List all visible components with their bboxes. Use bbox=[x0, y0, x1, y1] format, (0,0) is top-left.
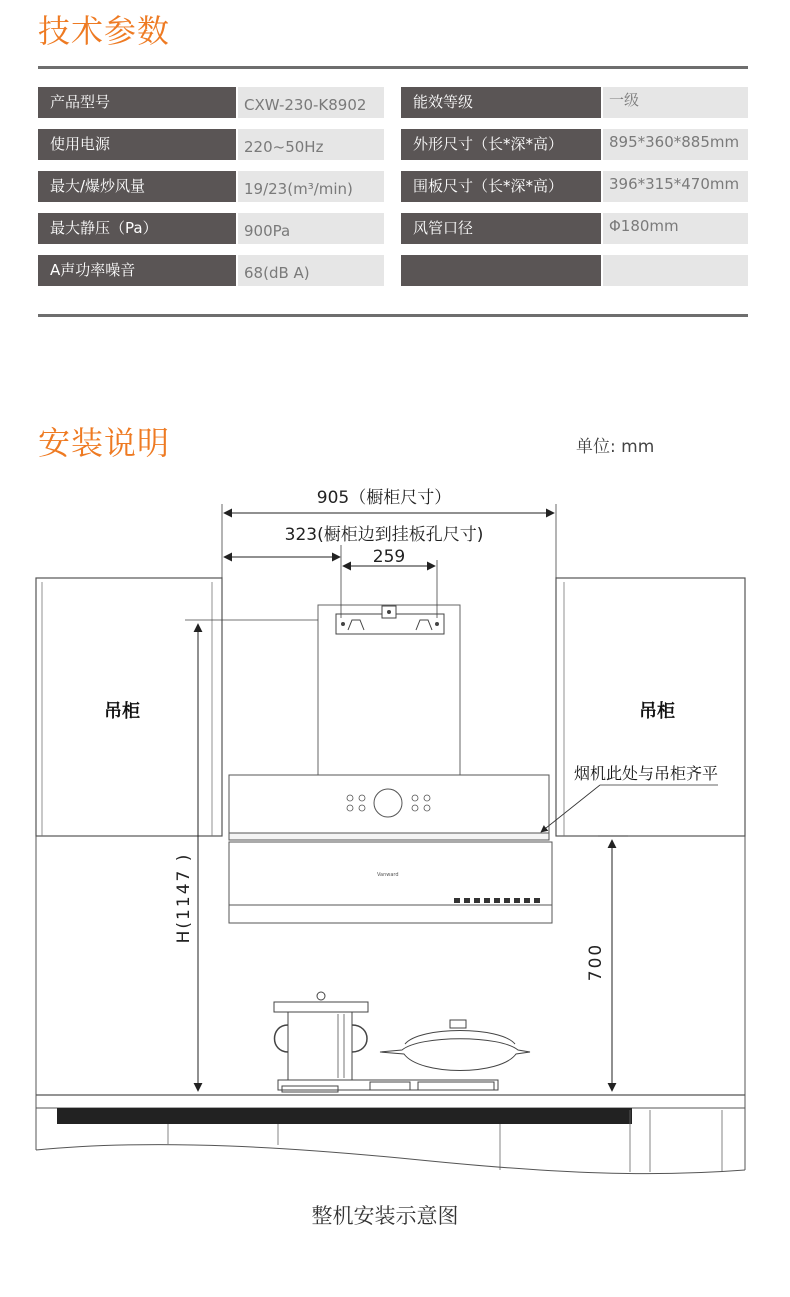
dimension-700-label: 700 bbox=[586, 942, 606, 982]
spec-label: 外形尺寸（长*深*高） bbox=[401, 129, 601, 160]
dimension-905-label: 905（橱柜尺寸） bbox=[316, 488, 452, 508]
specs-title: 技术参数 bbox=[38, 12, 171, 50]
base-cabinet bbox=[36, 1095, 745, 1174]
spec-row bbox=[38, 255, 748, 286]
spec-label: 使用电源 bbox=[38, 129, 236, 160]
spec-value bbox=[603, 255, 748, 286]
spec-value: 895*360*885mm bbox=[603, 129, 748, 160]
range-hood bbox=[229, 775, 552, 923]
install-title: 安装说明 bbox=[38, 424, 171, 462]
unit-label: 单位: mm bbox=[576, 437, 655, 457]
spec-table bbox=[38, 87, 748, 297]
spec-label: A声功率噪音 bbox=[38, 255, 236, 286]
spec-label: 产品型号 bbox=[38, 87, 236, 118]
spec-label: 最大静压（Pa） bbox=[38, 213, 236, 244]
spec-label: 风管口径 bbox=[401, 213, 601, 244]
hanging-plate bbox=[336, 606, 444, 634]
spec-value: 19/23(m³/min) bbox=[238, 171, 384, 202]
dimension-height-h-label: H(1147 ) bbox=[174, 852, 194, 944]
spec-row bbox=[38, 87, 748, 118]
dimension-323-label: 323(橱柜边到挂板孔尺寸) bbox=[284, 525, 484, 545]
spec-value: Φ180mm bbox=[603, 213, 748, 244]
flush-note-leader bbox=[541, 785, 718, 832]
dimension-259-label: 259 bbox=[372, 547, 406, 567]
gas-stove bbox=[278, 1080, 498, 1092]
spec-value: 一级 bbox=[603, 87, 748, 118]
spec-value: 900Pa bbox=[238, 213, 384, 244]
spec-value: 68(dB A) bbox=[238, 255, 384, 286]
hood-brand-logo: Vanward bbox=[377, 872, 399, 878]
specs-top-rule bbox=[38, 66, 748, 69]
spec-value: 220~50Hz bbox=[238, 129, 384, 160]
spec-row bbox=[38, 129, 748, 160]
installation-diagram bbox=[0, 470, 790, 1190]
spec-row bbox=[38, 171, 748, 202]
spec-row bbox=[38, 213, 748, 244]
wok-icon bbox=[380, 1020, 530, 1071]
diagram-caption: 整机安装示意图 bbox=[311, 1204, 459, 1228]
specs-bottom-rule bbox=[38, 314, 748, 317]
spec-label: 围板尺寸（长*深*高） bbox=[401, 171, 601, 202]
spec-value: 396*315*470mm bbox=[603, 171, 748, 202]
spec-label: 最大/爆炒风量 bbox=[38, 171, 236, 202]
hood-control-buttons bbox=[454, 898, 540, 903]
flush-note: 烟机此处与吊柜齐平 bbox=[573, 764, 719, 783]
spec-label bbox=[401, 255, 601, 286]
stock-pot-icon bbox=[274, 992, 368, 1080]
cabinet-right-label: 吊柜 bbox=[639, 701, 675, 722]
spec-value: CXW-230-K8902 bbox=[238, 87, 384, 118]
cabinet-left-label: 吊柜 bbox=[104, 701, 140, 722]
spec-label: 能效等级 bbox=[401, 87, 601, 118]
